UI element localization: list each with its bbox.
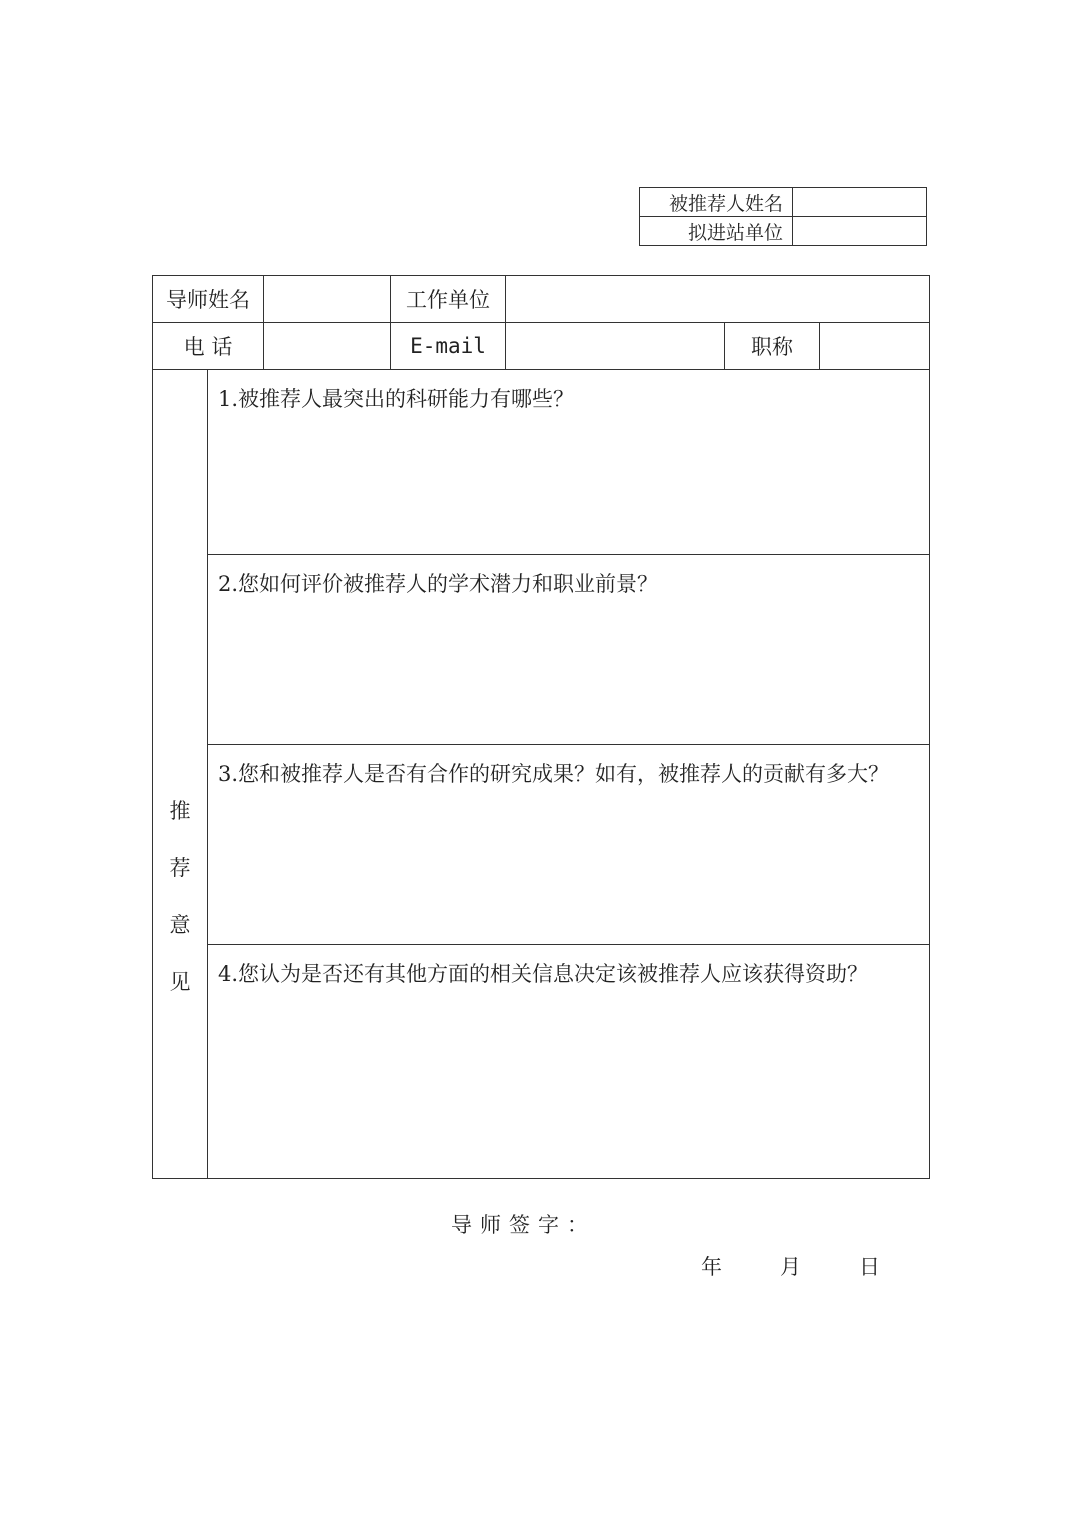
workplace-label: 工作单位 [391, 276, 506, 323]
date-year-label: 年 [701, 1255, 722, 1279]
question-3-text: 3.您和被推荐人是否有合作的研究成果？如有，被推荐人的贡献有多大？ [218, 762, 890, 786]
date-month-label: 月 [780, 1255, 801, 1279]
candidate-unit-label: 拟进站单位 [640, 217, 793, 246]
title-field[interactable] [820, 323, 930, 370]
side-char-1: 推 [169, 798, 191, 823]
title-label: 职称 [725, 323, 820, 370]
phone-field[interactable] [264, 323, 391, 370]
date-day-label: 日 [859, 1255, 880, 1279]
recommendation-form-table [152, 275, 930, 1179]
date-line [701, 1251, 880, 1281]
mentor-name-label: 导师姓名 [153, 276, 264, 323]
question-2-text: 2.您如何评价被推荐人的学术潜力和职业前景？ [218, 572, 659, 596]
email-field[interactable] [506, 323, 725, 370]
side-char-2: 荐 [169, 855, 191, 880]
recommendation-side-label [153, 370, 208, 1179]
mentor-name-field[interactable] [264, 276, 391, 323]
side-char-3: 意 [169, 912, 191, 937]
candidate-name-label: 被推荐人姓名 [640, 188, 793, 217]
candidate-unit-field[interactable] [793, 217, 927, 246]
question-3-answer-area[interactable] [208, 745, 930, 945]
side-char-4: 见 [169, 969, 191, 994]
question-4-answer-area[interactable] [208, 945, 930, 1179]
phone-label: 电 话 [153, 323, 264, 370]
workplace-field[interactable] [506, 276, 930, 323]
question-2-answer-area[interactable] [208, 555, 930, 745]
question-4-text: 4.您认为是否还有其他方面的相关信息决定该被推荐人应该获得资助？ [218, 962, 869, 986]
candidate-info-table [639, 187, 927, 246]
question-1-answer-area[interactable] [208, 370, 930, 555]
question-1-text: 1.被推荐人最突出的科研能力有哪些？ [218, 387, 575, 411]
candidate-name-field[interactable] [793, 188, 927, 217]
mentor-signature-label: 导师签字： [451, 1213, 596, 1237]
email-label: E-mail [391, 323, 506, 370]
